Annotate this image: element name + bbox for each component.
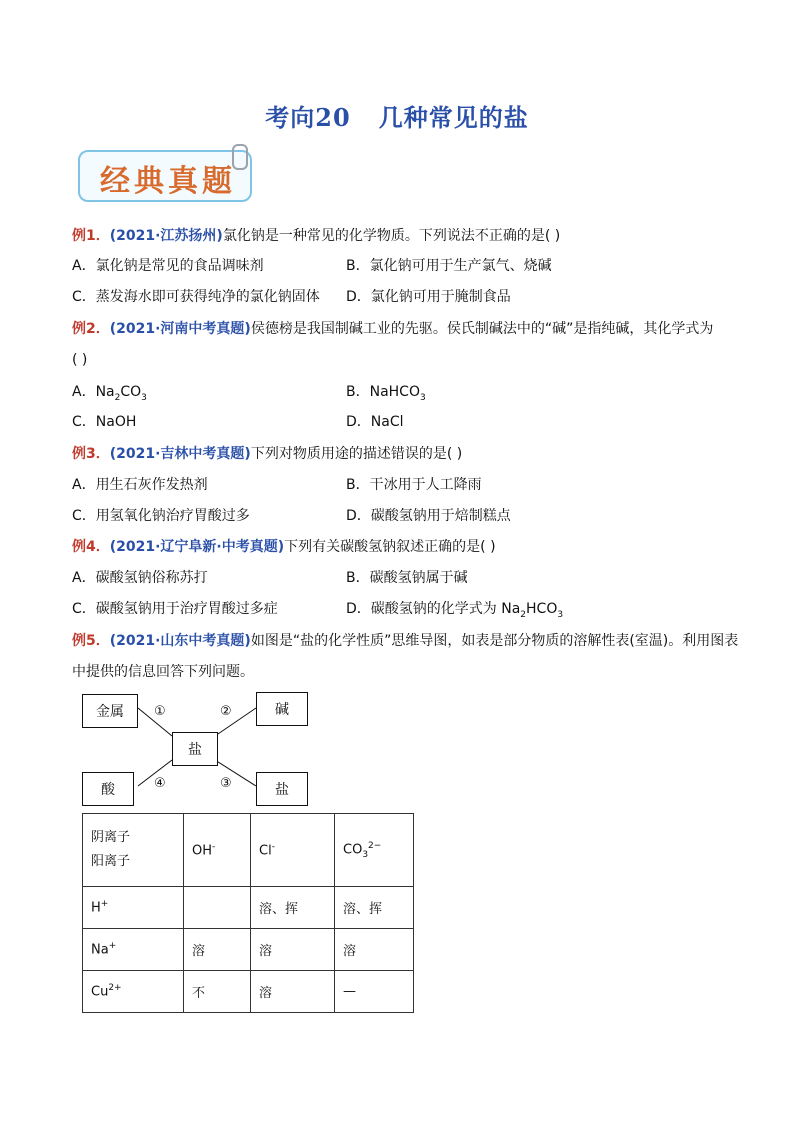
header-cl — [251, 814, 335, 887]
ion-symbol: OH — [192, 843, 213, 859]
header-co3 — [335, 814, 414, 887]
table-row — [83, 929, 414, 971]
question-text: 侯德榜是我国制碱工业的先驱。侯氏制碱法中的“碱”是指纯碱，其化学式为 — [250, 321, 714, 337]
formula-sub: 3 — [557, 609, 564, 620]
table-row — [83, 971, 414, 1013]
header-anion: 阴离子 — [91, 830, 131, 845]
salt-mind-map — [80, 690, 320, 810]
question-4-stem — [72, 537, 496, 557]
q4-option-d — [346, 599, 563, 625]
formula-part: D．碳酸氢钠的化学式为 Na — [346, 601, 521, 617]
ion-symbol: H — [91, 900, 101, 916]
cell-co3: 溶、挥 — [335, 887, 414, 929]
title-topic: 考向20 — [265, 103, 351, 132]
q2-option-c: C．NaOH — [72, 414, 137, 430]
question-source: (2021·山东中考真题) — [109, 633, 251, 649]
question-text: 下列对物质用途的描述错误的是( ) — [250, 446, 463, 462]
marker-2: ② — [220, 704, 232, 719]
ion-subscript: 3 — [362, 849, 369, 860]
ion-charge: 2+ — [108, 983, 122, 994]
question-label: 例4． — [72, 539, 110, 555]
question-3-stem — [72, 444, 462, 464]
q4-option-c: C．碳酸氢钠用于治疗胃酸过多症 — [72, 601, 278, 617]
question-label: 例5． — [72, 633, 110, 649]
node-base: 碱 — [256, 692, 308, 726]
ion-symbol: Cu — [91, 984, 109, 1000]
cell-cl: 溶 — [251, 929, 335, 971]
cell-co3: — — [335, 971, 414, 1013]
q3-option-d: D．碳酸氢钠用于焙制糕点 — [346, 508, 511, 524]
node-salt-center: 盐 — [172, 732, 218, 766]
formula-sub: 3 — [141, 392, 147, 403]
question-1-stem — [72, 226, 560, 246]
ion-symbol: CO — [343, 841, 363, 857]
node-salt: 盐 — [256, 772, 308, 806]
node-metal: 金属 — [82, 694, 138, 728]
question-text: 如图是“盐的化学性质”思维导图，如表是部分物质的溶解性表(室温)。利用图表 — [250, 633, 739, 649]
banner-label: 经典真题 — [100, 164, 236, 199]
formula-part: B．NaHCO — [346, 384, 420, 400]
ion-charge: + — [108, 941, 117, 952]
marker-1: ① — [154, 704, 166, 719]
row-ion — [83, 887, 184, 929]
header-cation: 阳离子 — [91, 854, 131, 869]
question-source: (2021·江苏扬州) — [109, 228, 223, 244]
question-source: (2021·吉林中考真题) — [109, 446, 251, 462]
cell-oh — [184, 887, 251, 929]
question-text: 氯化钠是一种常见的化学物质。下列说法不正确的是( ) — [222, 228, 561, 244]
q3-option-c: C．用氢氧化钠治疗胃酸过多 — [72, 508, 250, 524]
q4-option-b: B．碳酸氢钠属于碱 — [346, 570, 468, 586]
ion-symbol: Na — [91, 942, 109, 958]
question-label: 例2． — [72, 321, 110, 337]
cell-cl: 溶、挥 — [251, 887, 335, 929]
question-source: (2021·河南中考真题) — [109, 321, 251, 337]
formula-part: HCO — [526, 601, 558, 617]
cell-cl: 溶 — [251, 971, 335, 1013]
row-ion — [83, 971, 184, 1013]
question-label: 例1． — [72, 228, 110, 244]
solubility-table — [82, 813, 414, 1013]
header-oh — [184, 814, 251, 887]
node-acid: 酸 — [82, 772, 134, 806]
q2-option-a — [72, 382, 147, 408]
q1-option-c: C．蒸发海水即可获得纯净的氯化钠固体 — [72, 289, 320, 305]
table-header-row — [83, 814, 414, 887]
question-2-stem — [72, 319, 713, 339]
ion-symbol: Cl — [259, 843, 272, 859]
q1-option-d: D．氯化钠可用于腌制食品 — [346, 289, 511, 305]
ion-charge: 2− — [368, 840, 382, 851]
ion-charge: - — [212, 841, 216, 852]
q2-option-b — [346, 382, 426, 408]
title-subject: 几种常见的盐 — [378, 103, 529, 132]
ion-charge: - — [271, 841, 275, 852]
table-row — [83, 887, 414, 929]
q3-option-b: B．干冰用于人工降雨 — [346, 477, 482, 493]
cell-oh: 溶 — [184, 929, 251, 971]
row-ion — [83, 929, 184, 971]
marker-3: ③ — [220, 776, 232, 791]
question-text: 下列有关碳酸氢钠叙述正确的是( ) — [284, 539, 496, 555]
formula-part: A．Na — [72, 384, 115, 400]
question-2-stem-cont: ( ) — [72, 352, 88, 368]
cell-co3: 溶 — [335, 929, 414, 971]
cell-oh: 不 — [184, 971, 251, 1013]
formula-sub: 3 — [419, 392, 426, 403]
ion-charge: + — [100, 899, 109, 910]
question-source: (2021·辽宁阜新·中考真题) — [109, 539, 285, 555]
section-banner — [72, 146, 258, 206]
q2-option-d: D．NaCl — [346, 414, 404, 430]
q1-option-b: B．氯化钠可用于生产氯气、烧碱 — [346, 258, 552, 274]
q4-option-a: A．碳酸氢钠俗称苏打 — [72, 570, 208, 586]
header-corner — [83, 814, 184, 887]
formula-sub: 2 — [114, 392, 121, 403]
page-title — [0, 98, 794, 133]
question-5-stem — [72, 631, 738, 651]
q1-option-a: A．氯化钠是常见的食品调味剂 — [72, 258, 264, 274]
formula-sub: 2 — [520, 609, 527, 620]
formula-part: CO — [120, 384, 142, 400]
question-5-stem-cont: 中提供的信息回答下列问题。 — [72, 664, 254, 680]
q3-option-a: A．用生石灰作发热剂 — [72, 477, 208, 493]
question-label: 例3． — [72, 446, 110, 462]
marker-4: ④ — [154, 776, 166, 791]
